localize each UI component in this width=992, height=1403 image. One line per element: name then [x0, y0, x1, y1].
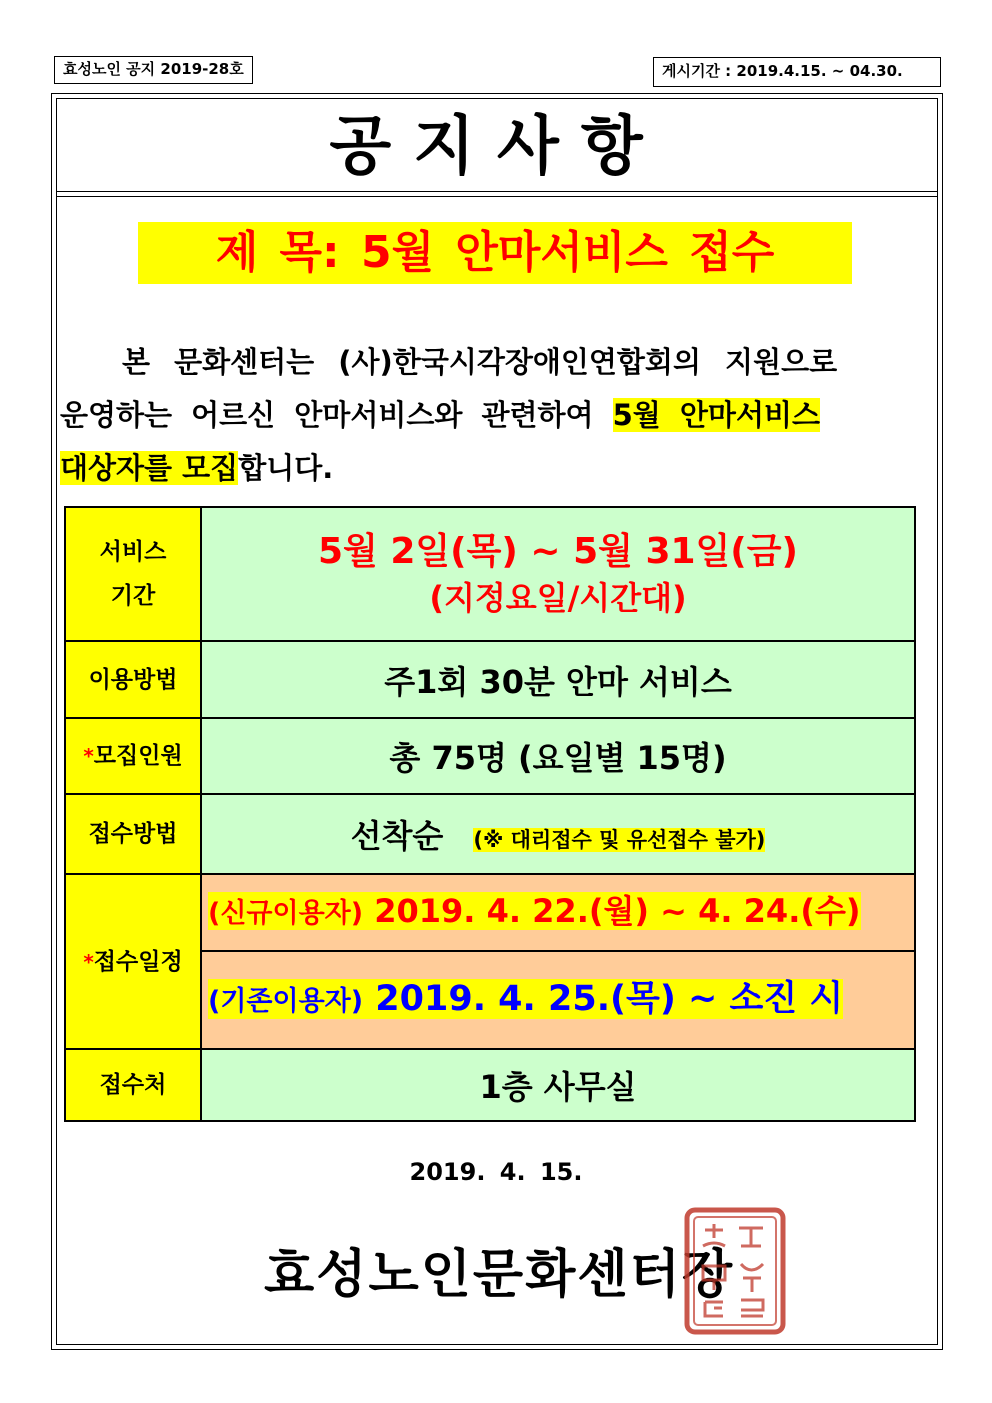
- intro-line-2-text: 운영하는 어르신 안마서비스와 관련하여: [60, 398, 613, 432]
- required-star: *: [83, 949, 94, 974]
- value-place: 1층 사무실: [201, 1049, 915, 1121]
- page-title: 공지사항: [329, 110, 665, 184]
- header-divider: [57, 191, 937, 197]
- posting-period: 게시기간 : 2019.4.15. ~ 04.30.: [653, 57, 941, 87]
- method-value: 선착순: [350, 817, 444, 855]
- service-period-dates: 5월 2일(목) ~ 5월 31일(금): [317, 531, 798, 572]
- row-recruit: [65, 718, 915, 794]
- subject-heading: 제 목: 5월 안마서비스 접수: [138, 222, 852, 284]
- value-method: [201, 794, 915, 874]
- intro-line-3: [60, 442, 932, 495]
- label-service-period-line1: 서비스: [99, 539, 167, 565]
- method-note: (※ 대리접수 및 유선접수 불가): [473, 828, 766, 852]
- label-service-period-line2: 기간: [110, 583, 156, 609]
- schedule-new-dates: 2019. 4. 22.(월) ~ 4. 24.(수): [374, 892, 861, 930]
- row-method: [65, 794, 915, 874]
- required-star: *: [83, 744, 94, 768]
- intro-line-1: 본 문화센터는 (사)한국시각장애인연합회의 지원으로: [122, 345, 838, 379]
- row-place: [65, 1049, 915, 1121]
- schedule-old-group: (기존이용자): [208, 985, 364, 1017]
- row-schedule-new: [65, 874, 915, 951]
- value-recruit: 총 75명 (요일별 15명): [201, 718, 915, 794]
- schedule-old-dates: 2019. 4. 25.(목) ~ 소진 시: [375, 978, 844, 1019]
- label-schedule-text: 접수일정: [93, 948, 183, 975]
- row-usage: [65, 641, 915, 718]
- row-service-period: [65, 507, 915, 641]
- info-table: [64, 506, 916, 1122]
- value-schedule-new: [201, 874, 915, 951]
- intro-line-2: [60, 389, 932, 442]
- label-recruit: [65, 718, 201, 794]
- value-service-period: [201, 507, 915, 641]
- intro-highlight-2: 대상자를 모집: [60, 451, 239, 485]
- schedule-old-line: [208, 979, 843, 1019]
- intro-paragraph: [60, 336, 932, 495]
- intro-line-3-text: 합니다.: [238, 451, 334, 485]
- organization-signature: 효성노인문화센터장: [264, 1245, 735, 1305]
- label-method: 접수방법: [65, 794, 201, 874]
- value-schedule-old: [201, 951, 915, 1049]
- label-place: 접수처: [65, 1049, 201, 1121]
- service-period-note: (지정요일/시간대): [429, 579, 687, 617]
- label-recruit-text: 모집인원: [93, 743, 183, 769]
- value-usage: 주1회 30분 안마 서비스: [201, 641, 915, 718]
- label-schedule: [65, 874, 201, 1049]
- official-seal-stamp: [683, 1206, 787, 1336]
- label-usage: 이용방법: [65, 641, 201, 718]
- notice-date: 2019. 4. 15.: [409, 1158, 583, 1186]
- label-service-period: [65, 507, 201, 641]
- intro-highlight-1: 5월 안마서비스: [612, 398, 820, 432]
- schedule-new-group: (신규이용자): [208, 898, 364, 929]
- notice-number: 효성노인 공지 2019-28호: [54, 56, 253, 84]
- schedule-new-line: [208, 892, 861, 930]
